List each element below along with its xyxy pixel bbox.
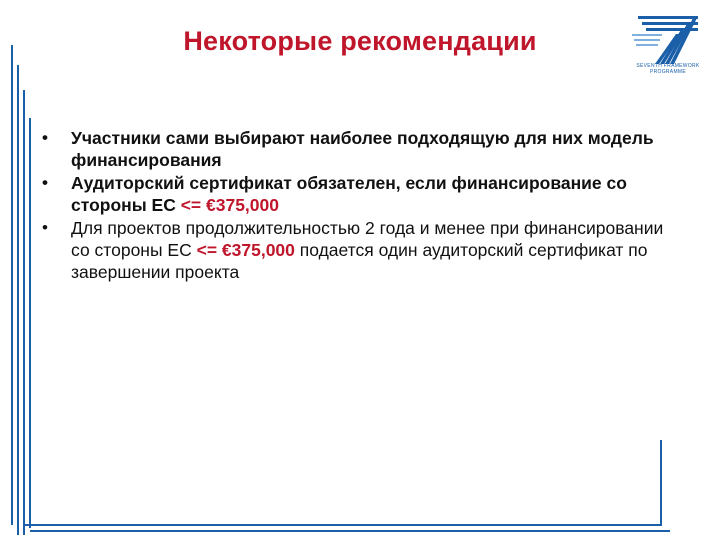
bullet-text: Для проектов продолжительностью 2 года и менее при финансировании со стороны ЕС: [71, 218, 664, 260]
bullet-text: подается один аудиторский сертификат по завершении проекта: [71, 240, 648, 282]
list-item: [42, 172, 682, 216]
bullet-text: Аудиторский сертификат обязателен, если финансирование со стороны ЕС: [71, 173, 627, 215]
decorative-line: [23, 90, 25, 535]
decorative-line: [17, 65, 19, 535]
decorative-line: [29, 118, 31, 528]
list-item: [42, 127, 682, 171]
logo-caption-line: SEVENTH FRAMEWORK: [636, 63, 700, 69]
slide-title: Некоторые рекомендации: [183, 26, 537, 56]
bullet-marker: •: [42, 218, 48, 237]
amount-highlight: <= €375,000: [196, 240, 295, 260]
list-item: [42, 217, 682, 283]
decorative-line: [660, 440, 662, 526]
amount-highlight: <= €375,000: [180, 195, 279, 215]
bullet-list: [42, 127, 682, 284]
logo-caption-line: PROGRAMME: [649, 69, 687, 75]
logo-caption: [628, 63, 708, 75]
bullet-text: Участники сами выбирают наиболее подходящую для них модель финансирования: [71, 128, 654, 170]
bullet-marker: •: [42, 173, 48, 192]
decorative-line: [24, 524, 660, 526]
decorative-line: [30, 530, 670, 532]
bullet-marker: •: [42, 128, 48, 147]
decorative-line: [11, 45, 13, 525]
